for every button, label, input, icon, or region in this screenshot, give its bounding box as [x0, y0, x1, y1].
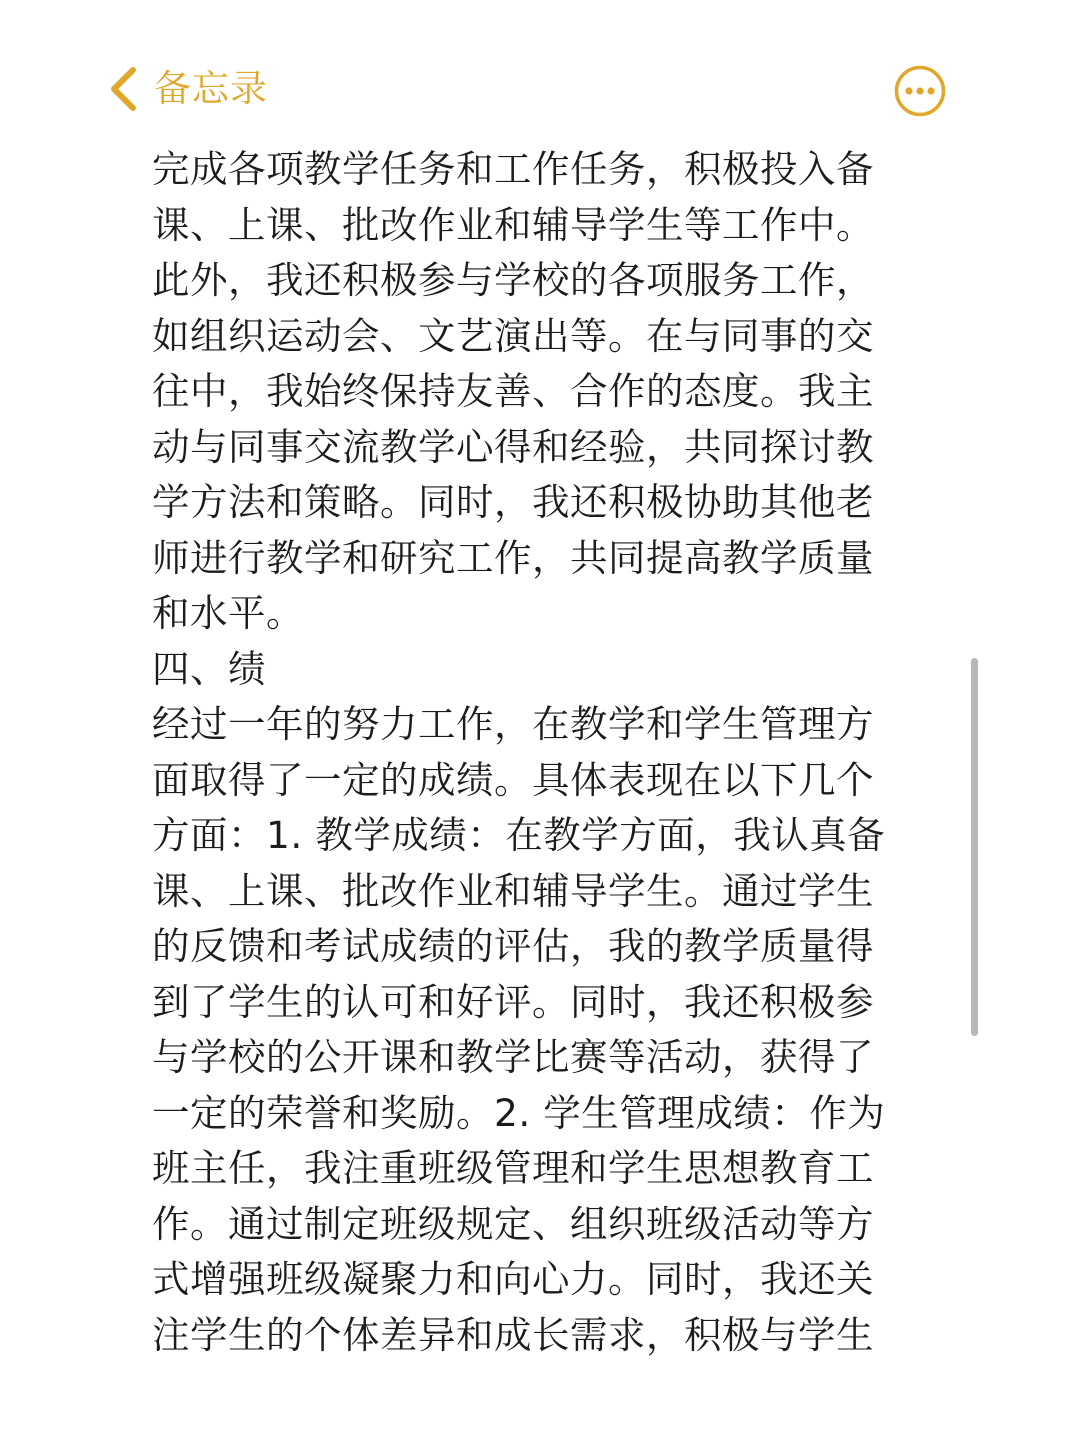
ellipsis-circle-icon	[893, 64, 947, 118]
chevron-left-icon	[108, 66, 138, 112]
navigation-bar	[0, 0, 1080, 150]
back-label: 备忘录	[154, 67, 268, 110]
back-button[interactable]	[108, 58, 268, 120]
more-options-button[interactable]	[893, 64, 947, 118]
scrollbar[interactable]	[971, 658, 978, 1036]
note-content[interactable]: 完成各项教学任务和工作任务，积极投入备 课、上课、批改作业和辅导学生等工作中。 此外，我还积极参与学校的各项服务工作， 如组织运动会、文艺演出等。在与同事的交 往中，我始终保持友善、合作的态度。我主 动与同事交流教学心得和经验，共同探讨教 学方法和策略。同时，我还积极协助其他老 师进行教学和研究工作，共同提高教学质量 和水平。 四、绩 经过一年的努力工作，在教学和学生管理方 面取得了一定的成绩。具体表现在以下几个 方面：1. 教学成绩：在教学方面，我认真备 课、上课、批改作业和辅导学生。通过学生 的反馈和考试成绩的评估，我的教学质量得 到了学生的认可和好评。同时，我还积极参 与学校的公开课和教学比赛等活动，获得了 一定的荣誉和奖励。2. 学生管理成绩：作为 班主任，我注重班级管理和学生思想教育工 作。通过制定班级规定、组织班级活动等方 式增强班级凝聚力和向心力。同时，我还关 注学生的个体差异和成长需求，积极与学生	[152, 147, 886, 1357]
